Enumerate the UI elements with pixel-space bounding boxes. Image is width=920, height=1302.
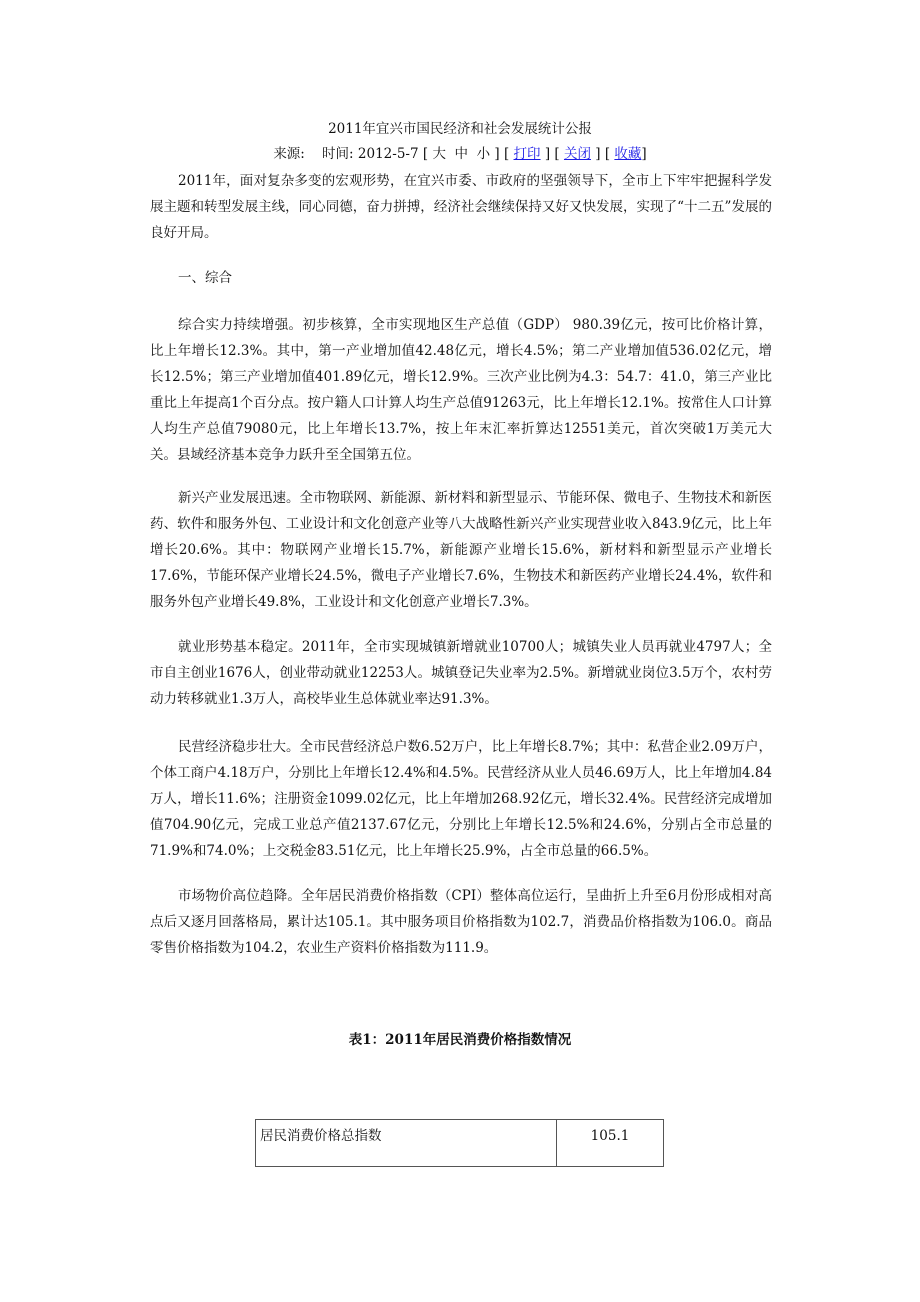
table-row xyxy=(256,1120,664,1167)
paragraph-overall-strength: 综合实力持续增强。初步核算，全市实现地区生产总值（GDP） 980.39亿元，按可比价格计算，比上年增长12.3%。其中，第一产业增加值42.48亿元，增长4.5%；第二产业增加值536.02亿元，增长12.5%；第三产业增加值401.89亿元，增长12.9%。三次产业比例为4.3：54.7：41.0，第三产业比重比上年提高1个百分点。按户籍人口计算人均生产总值91263元，比上年增长12.1%。按常住人口计算人均生产总值79080元，比上年增长13.7%，按上年末汇率折算达12551美元，首次突破1万美元大关。县域经济基本竞争力跃升至全国第五位。 xyxy=(150,317,772,463)
font-size-small[interactable]: 小 xyxy=(476,146,491,162)
table-1-caption: 表1：2011年居民消费价格指数情况 xyxy=(348,1032,572,1048)
paragraph-private-economy: 民营经济稳步壮大。全市民营经济总户数6.52万户，比上年增长8.7%；其中：私营企业2.09万户，个体工商户4.18万户，分别比上年增长12.4%和4.5%。民营经济从业人员46.69万人，比上年增加4.84万人，增长11.6%；注册资金1099.02亿元，比上年增加268.92亿元，增长32.4%。民营经济完成增加值704.90亿元，完成工业总产值2137.67亿元，分别比上年增长12.5%和24.6%，分别占全市总量的71.9%和74.0%；上交税金83.51亿元，比上年增长25.9%，占全市总量的66.5%。 xyxy=(150,739,772,859)
cpi-table xyxy=(255,1119,664,1167)
font-size-medium[interactable]: 中 xyxy=(454,146,469,162)
meta-bar: 来源: 时间: 2012-5-7 [ 大 中 小 ] [ 打印 ] [ 关闭 ] [ 收藏] xyxy=(273,146,647,162)
paragraph-prices: 市场物价高位趋降。全年居民消费价格指数（CPI）整体高位运行，呈曲折上升至6月份形成相对高点后又逐月回落格局，累计达105.1。其中服务项目价格指数为102.7，消费品价格指数为106.0。商品零售价格指数为104.2，农业生产资料价格指数为111.9。 xyxy=(150,888,772,956)
source-label: 来源: xyxy=(273,146,305,162)
favorite-link[interactable]: 收藏 xyxy=(614,146,642,162)
section-heading-comprehensive: 一、综合 xyxy=(178,270,232,286)
time-label: 时间: xyxy=(322,146,354,162)
paragraph-employment: 就业形势基本稳定。2011年，全市实现城镇新增就业10700人；城镇失业人员再就业4797人；全市自主创业1676人，创业带动就业12253人。城镇登记失业率为2.5%。新增就业岗位3.5万个，农村劳动力转移就业1.3万人，高校毕业生总体就业率达91.3%。 xyxy=(150,639,772,707)
font-size-large[interactable]: 大 xyxy=(432,146,446,162)
publish-date: 2012-5-7 xyxy=(357,146,419,162)
cpi-row-value: 105.1 xyxy=(557,1120,664,1167)
intro-paragraph: 2011年，面对复杂多变的宏观形势，在宜兴市委、市政府的坚强领导下，全市上下牢牢把握科学发展主题和转型发展主线，同心同德，奋力拼搏，经济社会继续保持又好又快发展，实现了“十二五”发展的良好开局。 xyxy=(150,173,772,241)
cpi-row-label: 居民消费价格总指数 xyxy=(256,1120,557,1167)
print-link[interactable]: 打印 xyxy=(513,146,541,162)
paragraph-emerging-industries: 新兴产业发展迅速。全市物联网、新能源、新材料和新型显示、节能环保、微电子、生物技术和新医药、软件和服务外包、工业设计和文化创意产业等八大战略性新兴产业实现营业收入843.9亿元，比上年增长20.6%。其中：物联网产业增长15.7%，新能源产业增长15.6%，新材料和新型显示产业增长17.6%，节能环保产业增长24.5%，微电子产业增长7.6%，生物技术和新医药产业增长24.4%，软件和服务外包产业增长49.8%，工业设计和文化创意产业增长7.3%。 xyxy=(150,490,772,610)
close-link[interactable]: 关闭 xyxy=(563,146,591,162)
document-title: 2011年宜兴市国民经济和社会发展统计公报 xyxy=(328,121,592,137)
